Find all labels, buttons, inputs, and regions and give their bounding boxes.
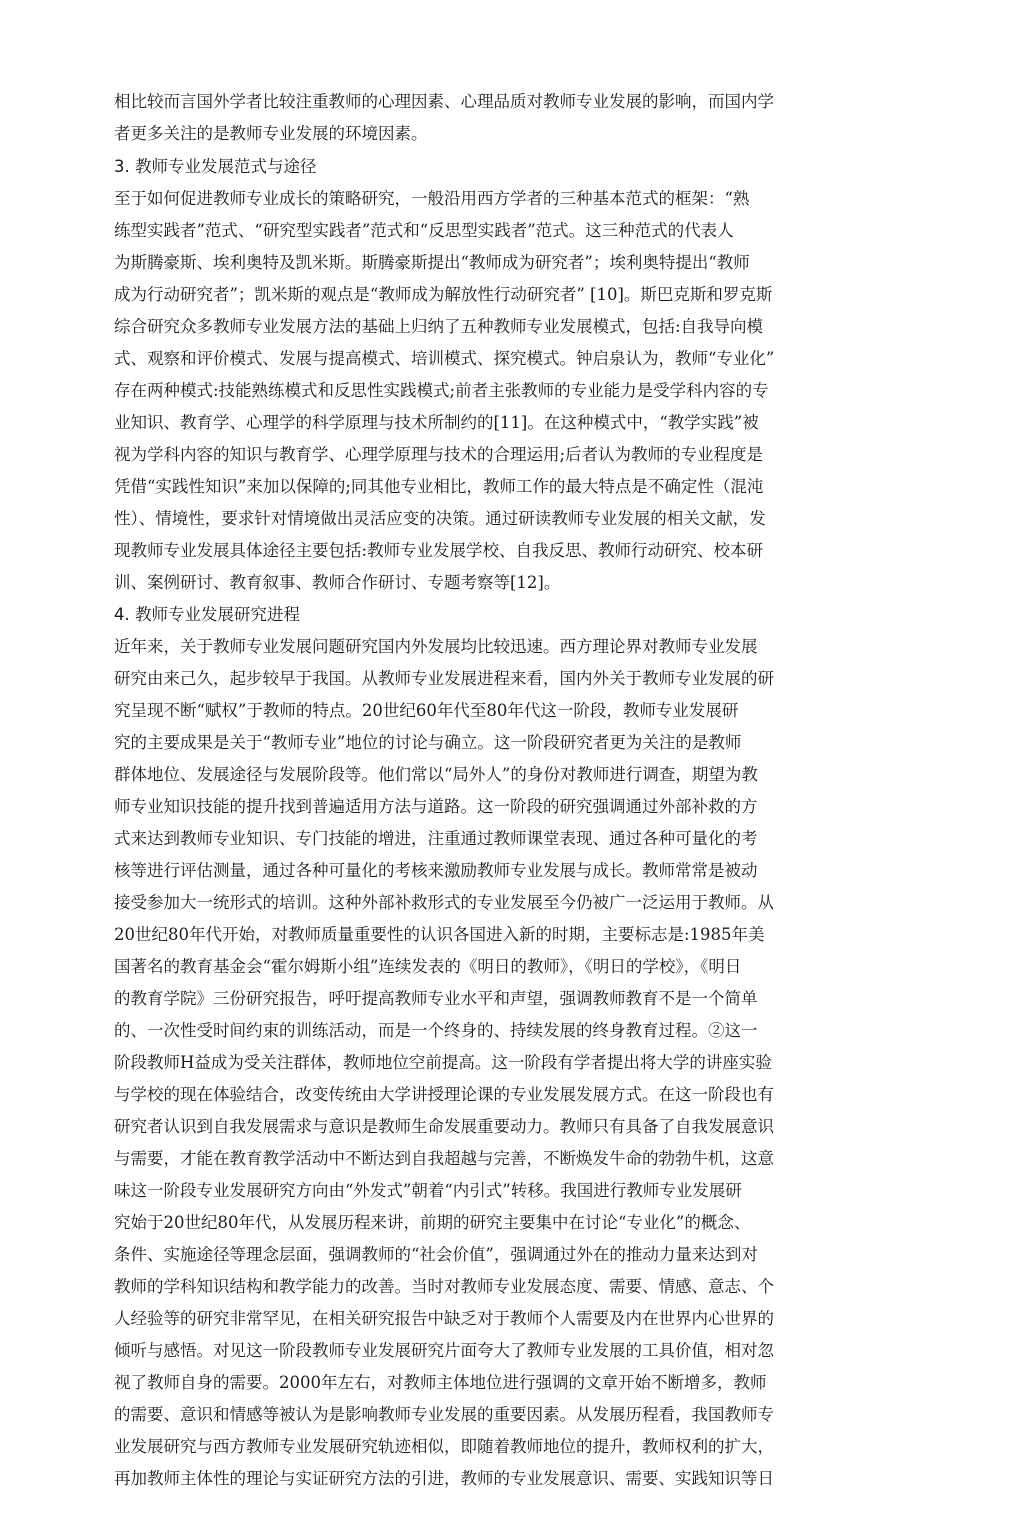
text-line: 者更多关注的是教师专业发展的环境因素。 <box>114 124 428 143</box>
text-line: 核等进行评估测量，通过各种可量化的考核来激励教师专业发展与成长。教师常常是被动 <box>114 861 758 880</box>
text-line: 接受参加大一统形式的培训。这种外部补救形式的专业发展至今仍被广一泛运用于教师。从 <box>114 893 774 912</box>
text-line: 综合研究众多教师专业发展方法的基础上归纳了五种教师专业发展模式，包括:自我导向模 <box>114 317 764 336</box>
text-line: 阶段教师H益成为受关注群体，教师地位空前提高。这一阶段有学者提出将大学的讲座实验 <box>114 1053 772 1072</box>
text-line: 为斯腾豪斯、埃利奥特及凯米斯。斯腾豪斯提出“教师成为研究者”；埃利奥特提出“教师 <box>114 253 750 272</box>
text-line: 至于如何促进教师专业成长的策略研究，一般沿用西方学者的三种基本范式的框架：“熟 <box>114 189 750 208</box>
text-line: 的教育学院》三份研究报告，呼吁提高教师专业水平和声望，强调教师教育不是一个简单 <box>114 989 758 1008</box>
text-line: 群体地位、发展途径与发展阶段等。他们常以“局外人”的身份对教师进行调查，期望为教 <box>114 765 758 784</box>
text-line: 现教师专业发展具体途径主要包括:教师专业发展学校、自我反思、教师行动研究、校本研 <box>114 541 764 560</box>
text-line: 性）、情境性，要求针对情境做出灵活应变的决策。通过研读教师专业发展的相关文献，发 <box>114 509 766 528</box>
text-line: 的、一次性受时间约束的训练活动，而是一个终身的、持续发展的终身教育过程。②这一 <box>114 1021 758 1040</box>
text-line: 再加教师主体性的理论与实证研究方法的引进，教师的专业发展意识、需要、实践知识等日 <box>114 1469 774 1488</box>
text-line: 与需要，才能在教育教学活动中不断达到自我超越与完善，不断焕发牛命的勃勃牛机，这意 <box>114 1149 774 1168</box>
text-line: 国著名的教育基金会“霍尔姆斯小组”连续发表的《明日的教师》，《明日的学校》，《明日 <box>114 957 742 976</box>
text-line: 练型实践者”范式、“研究型实践者”范式和“反思型实践者”范式。这三种范式的代表人 <box>114 221 734 240</box>
text-line: 视了教师自身的需要。2000年左右，对教师主体地位进行强调的文章开始不断增多，教师 <box>114 1373 767 1392</box>
text-line: 业知识、教育学、心理学的科学原理与技术所制约的[11]。在这种模式中，“教学实践”被 <box>114 413 759 432</box>
text-line: 研究者认识到自我发展需求与意识是教师生命发展重要动力。教师只有具备了自我发展意识 <box>114 1117 774 1136</box>
text-line: 的需要、意识和情感等被认为是影响教师专业发展的重要因素。从发展历程看，我国教师专 <box>114 1405 774 1424</box>
text-line: 视为学科内容的知识与教育学、心理学原理与技术的合理运用;后者认为教师的专业程度是 <box>114 445 764 464</box>
text-line: 究呈现不断“赋权”于教师的特点。20世纪60年代至80年代这一阶段，教师专业发展研 <box>114 701 739 720</box>
text-line: 人经验等的研究非常罕见，在相关研究报告中缺乏对于教师个人需要及内在世界内心世界的 <box>114 1309 774 1328</box>
text-line: 师专业知识技能的提升找到普遍适用方法与道路。这一阶段的研究强调通过外部补救的方 <box>114 797 758 816</box>
text-line: 究始于20世纪80年代，从发展历程来讲，前期的研究主要集中在讨论“专业化”的概念、 <box>114 1213 751 1232</box>
text-line: 业发展研究与西方教师专业发展研究轨迹相似，即随着教师地位的提升，教师权利的扩大， <box>114 1437 774 1456</box>
text-line: 味这一阶段专业发展研究方向由“外发式”朝着“内引式”转移。我国进行教师专业发展研 <box>114 1181 742 1200</box>
text-line: 训、案例研讨、教育叙事、教师合作研讨、专题考察等[12]。 <box>114 573 561 592</box>
text-line: 教师的学科知识结构和教学能力的改善。当时对教师专业发展态度、需要、情感、意志、个 <box>114 1277 774 1296</box>
text-line: 近年来，关于教师专业发展问题研究国内外发展均比较迅速。西方理论界对教师专业发展 <box>114 637 758 656</box>
section-heading: 3. 教师专业发展范式与途径 <box>114 157 317 176</box>
text-line: 相比较而言国外学者比较注重教师的心理因素、心理品质对教师专业发展的影响，而国内学 <box>114 92 774 111</box>
text-line: 条件、实施途径等理念层面，强调教师的“社会价值”，强调通过外在的推动力量来达到对 <box>114 1245 758 1264</box>
text-line: 式、观察和评价模式、发展与提高模式、培训模式、探究模式。钟启泉认为，教师“专业化” <box>114 349 775 368</box>
text-line: 与学校的现在体验结合，改变传统由大学讲授理论课的专业发展发展方式。在这一阶段也有 <box>114 1085 774 1104</box>
text-line: 凭借“实践性知识”来加以保障的;同其他专业相比，教师工作的最大特点是不确定性（混沌 <box>114 477 764 496</box>
text-line: 20世纪80年代开始，对教师质量重要性的认识各国进入新的时期，主要标志是:1985年美 <box>114 925 765 944</box>
text-line: 成为行动研究者”；凯米斯的观点是“教师成为解放性行动研究者” [10]。斯巴克斯和罗克斯 <box>114 285 773 304</box>
text-line: 式来达到教师专业知识、专门技能的增进，注重通过教师课堂表现、通过各种可量化的考 <box>114 829 758 848</box>
text-line: 究的主要成果是关于“教师专业”地位的讨论与确立。这一阶段研究者更为关注的是教师 <box>114 733 742 752</box>
text-line: 研究由来己久，起步较早于我国。从教师专业发展进程来看，国内外关于教师专业发展的研 <box>114 669 774 688</box>
section-heading: 4. 教师专业发展研究进程 <box>114 605 300 624</box>
text-line: 存在两种模式:技能熟练模式和反思性实践模式;前者主张教师的专业能力是受学科内容的专 <box>114 381 769 400</box>
text-line: 倾听与感悟。对见这一阶段教师专业发展研究片面夸大了教师专业发展的工具价值，相对忽 <box>114 1341 774 1360</box>
